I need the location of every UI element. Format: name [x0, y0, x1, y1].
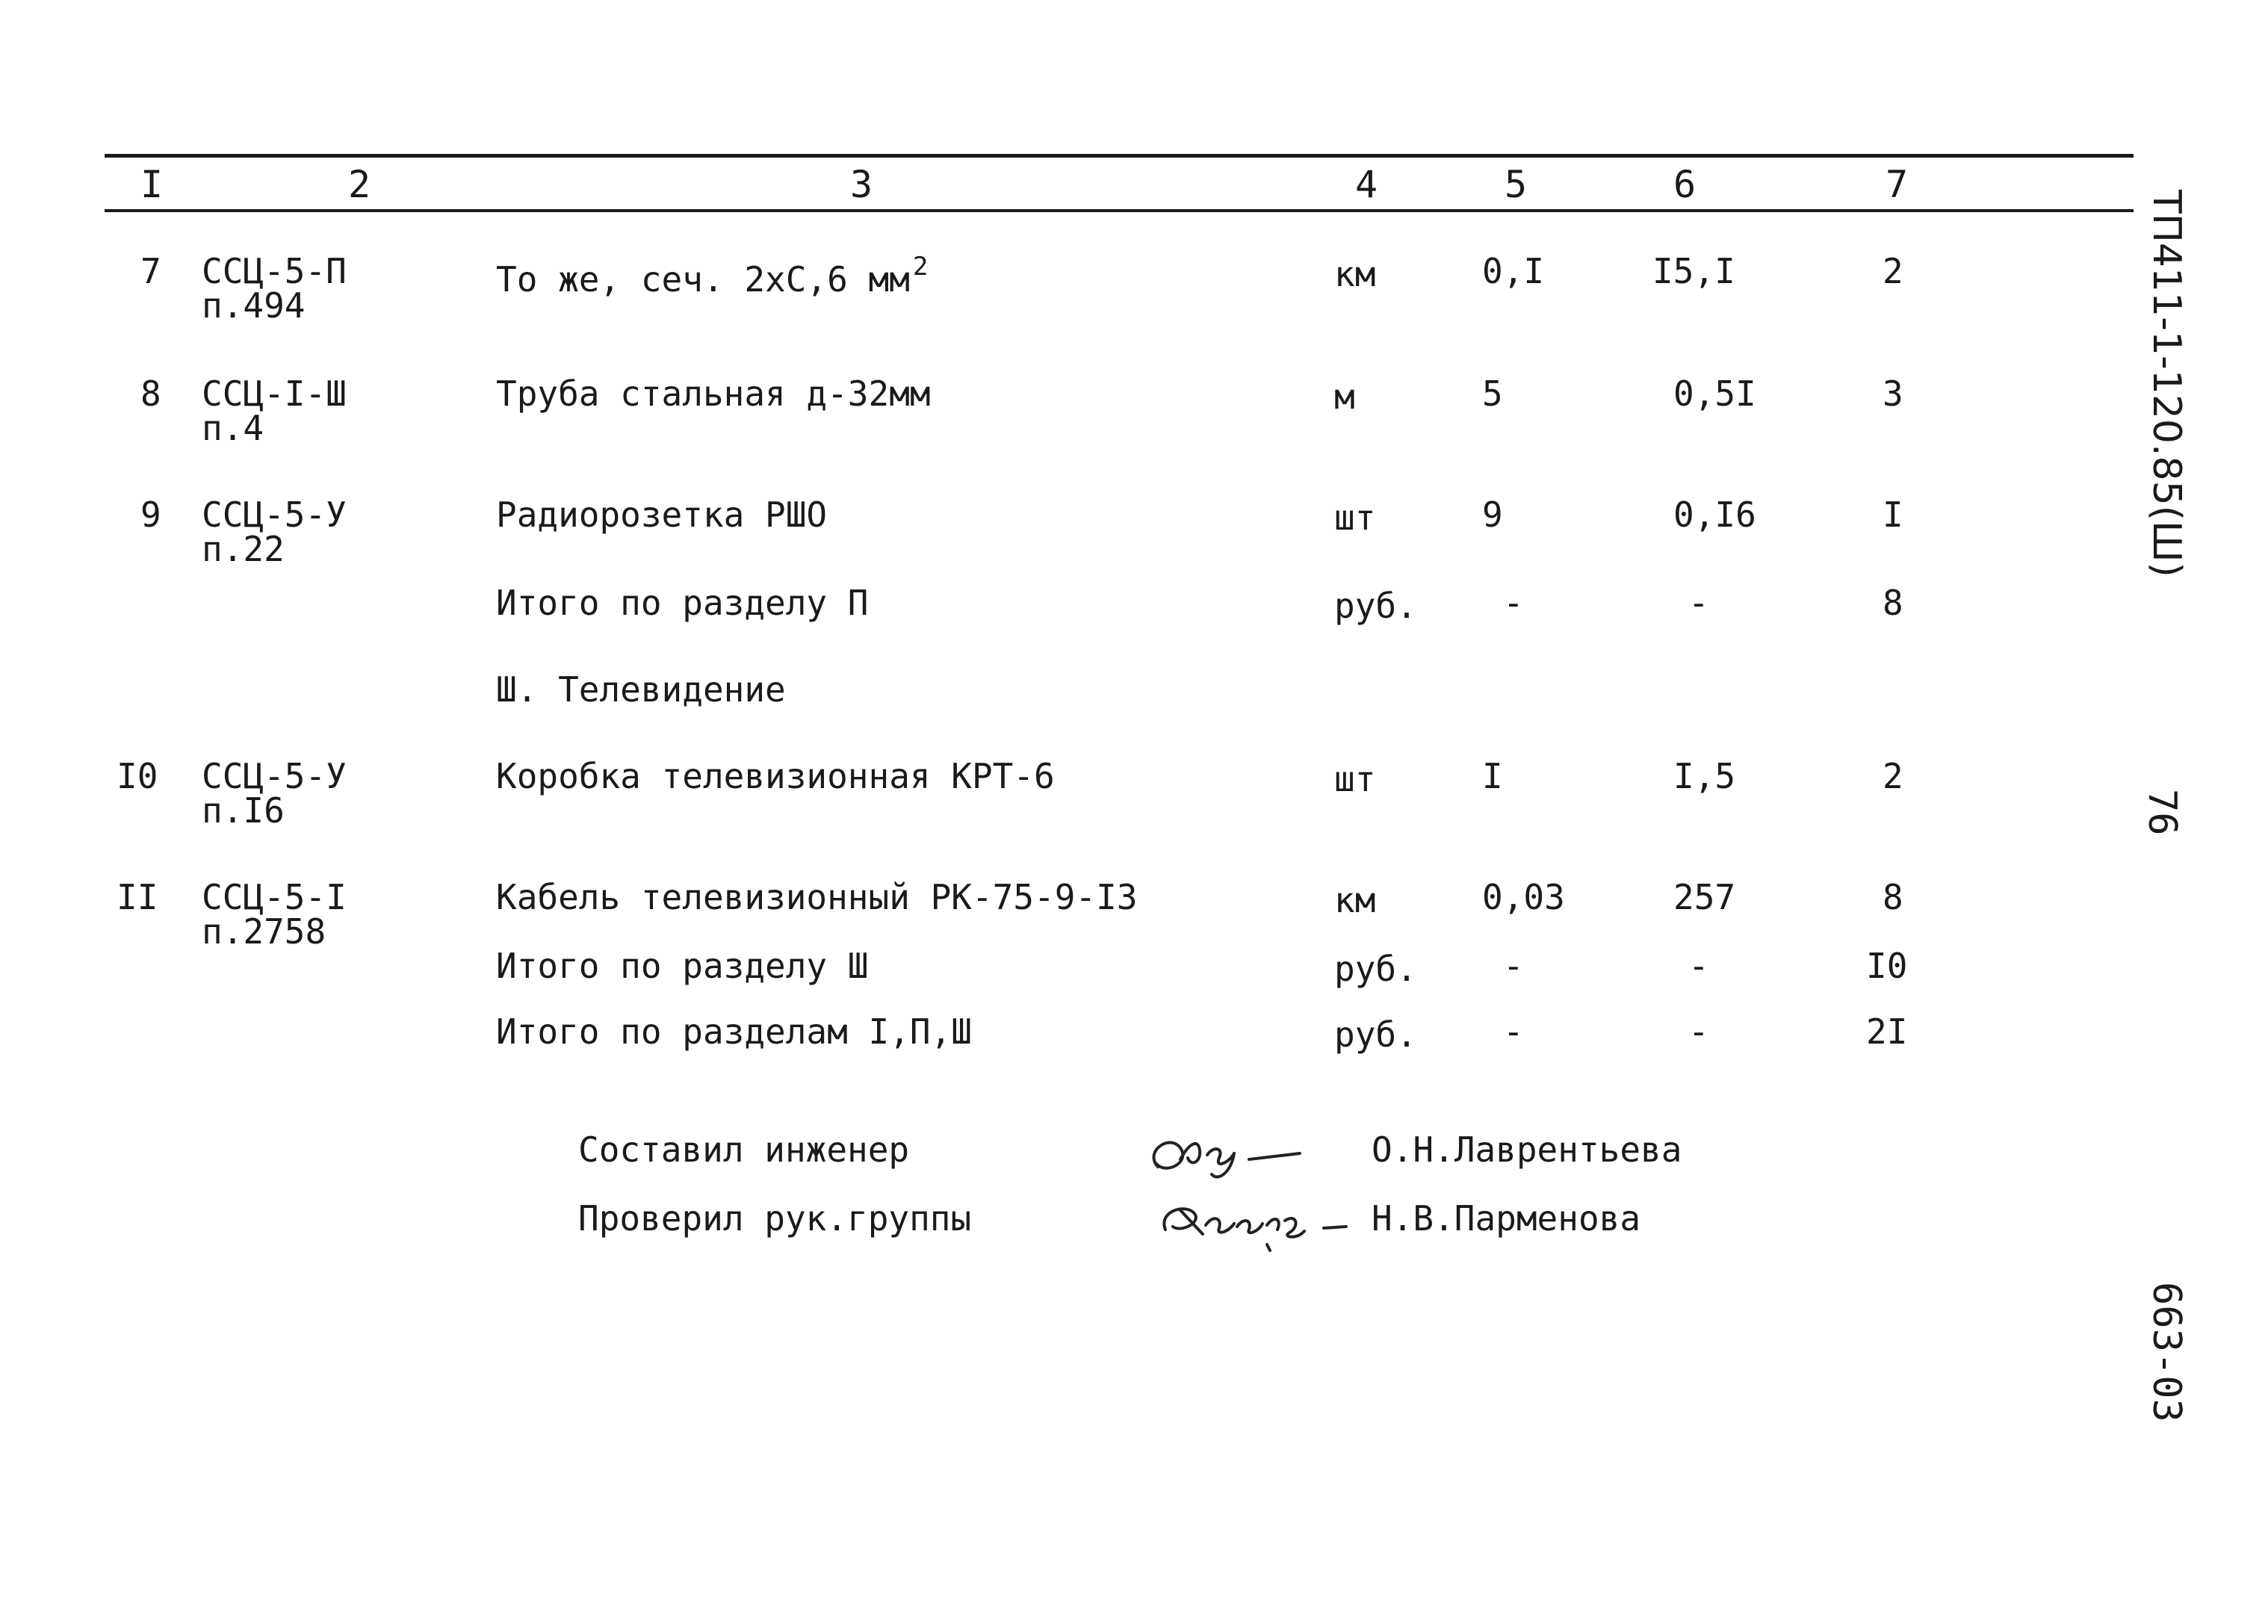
sheet-code: 663-03 — [2144, 1282, 2189, 1422]
item-name: Труба стальная д-32мм — [496, 374, 931, 414]
quantity: 0,03 — [1482, 877, 1565, 917]
price-code-item: п.494 — [202, 285, 306, 326]
item-name: Радиорозетка РШО — [496, 495, 828, 535]
unit: руб. — [1334, 949, 1417, 989]
row-number: II — [117, 877, 158, 917]
page-number: 76 — [2140, 789, 2184, 836]
price-code: ССЦ-5-I — [202, 877, 347, 917]
unit-price: - — [1688, 1011, 1709, 1052]
total-cost: 8 — [1883, 877, 1903, 917]
compiled-by-label: Составил инженер — [578, 1129, 910, 1170]
unit-price: I5,I — [1652, 251, 1735, 291]
unit: руб. — [1334, 586, 1417, 626]
total-cost: I — [1883, 495, 1903, 535]
price-code: ССЦ-5-У — [202, 495, 347, 535]
quantity: 9 — [1482, 495, 1503, 535]
unit: км — [1334, 880, 1376, 920]
checked-by-label: Проверил рук.группы — [578, 1198, 972, 1239]
unit: км — [1334, 254, 1376, 294]
table-header-rule — [105, 209, 2134, 212]
unit-price: I,5 — [1673, 756, 1736, 796]
unit-price: 257 — [1673, 877, 1736, 917]
price-code: ССЦ-I-Ш — [202, 374, 347, 414]
item-name-text: То же, сеч. 2хС,6 мм — [496, 259, 910, 300]
total-cost: I0 — [1866, 946, 1908, 986]
unit: руб. — [1334, 1014, 1417, 1055]
total-cost: 2I — [1866, 1011, 1908, 1052]
unit-price: 0,I6 — [1673, 495, 1756, 535]
grand-total-label: Итого по разделам I,П,Ш — [496, 1011, 972, 1052]
quantity: - — [1503, 946, 1524, 986]
row-number: 8 — [140, 374, 161, 414]
quantity: I — [1482, 756, 1503, 796]
subtotal-label: Итого по разделу П — [496, 583, 869, 623]
document-code: ТП411-1-120.85(Ш) — [2144, 190, 2189, 577]
row-number: 7 — [140, 251, 161, 291]
price-code-item: п.I6 — [202, 790, 285, 831]
column-header-4: 4 — [1355, 163, 1378, 206]
quantity: - — [1503, 1011, 1524, 1052]
column-header-6: 6 — [1673, 163, 1697, 206]
price-code-item: п.4 — [202, 408, 264, 448]
column-header-1: I — [140, 163, 164, 206]
item-name — [496, 252, 929, 300]
unit: шт — [1334, 759, 1376, 799]
total-cost: 3 — [1883, 374, 1903, 414]
unit: шт — [1334, 498, 1376, 538]
unit-price: - — [1688, 946, 1709, 986]
column-header-2: 2 — [348, 163, 371, 206]
compiled-by-name: О.Н.Лаврентьева — [1372, 1129, 1682, 1170]
subtotal-label: Итого по разделу Ш — [496, 946, 869, 986]
item-name: Кабель телевизионный РК-75-9-I3 — [496, 877, 1138, 917]
total-cost: 2 — [1883, 756, 1903, 796]
column-header-5: 5 — [1505, 163, 1528, 206]
total-cost: 8 — [1883, 583, 1903, 623]
row-number: I0 — [117, 756, 158, 796]
item-name: Коробка телевизионная КРТ-6 — [496, 756, 1055, 796]
item-name-superscript: 2 — [912, 252, 929, 282]
price-code: ССЦ-5-У — [202, 756, 347, 796]
unit: м — [1334, 376, 1355, 417]
column-header-3: 3 — [850, 163, 873, 206]
price-code-item: п.22 — [202, 529, 285, 569]
price-code-item: п.2758 — [202, 911, 326, 952]
checked-signature — [1150, 1188, 1375, 1255]
unit-price: - — [1688, 583, 1709, 623]
price-code: ССЦ-5-П — [202, 251, 347, 291]
compiled-signature — [1135, 1121, 1315, 1188]
table-top-rule — [105, 154, 2134, 158]
section-heading: Ш. Телевидение — [496, 669, 786, 710]
total-cost: 2 — [1883, 251, 1903, 291]
quantity: 0,I — [1482, 251, 1545, 291]
quantity: 5 — [1482, 374, 1503, 414]
unit-price: 0,5I — [1673, 374, 1756, 414]
row-number: 9 — [140, 495, 161, 535]
column-header-7: 7 — [1886, 163, 1909, 206]
quantity: - — [1503, 583, 1524, 623]
checked-by-name: Н.В.Парменова — [1372, 1198, 1641, 1239]
